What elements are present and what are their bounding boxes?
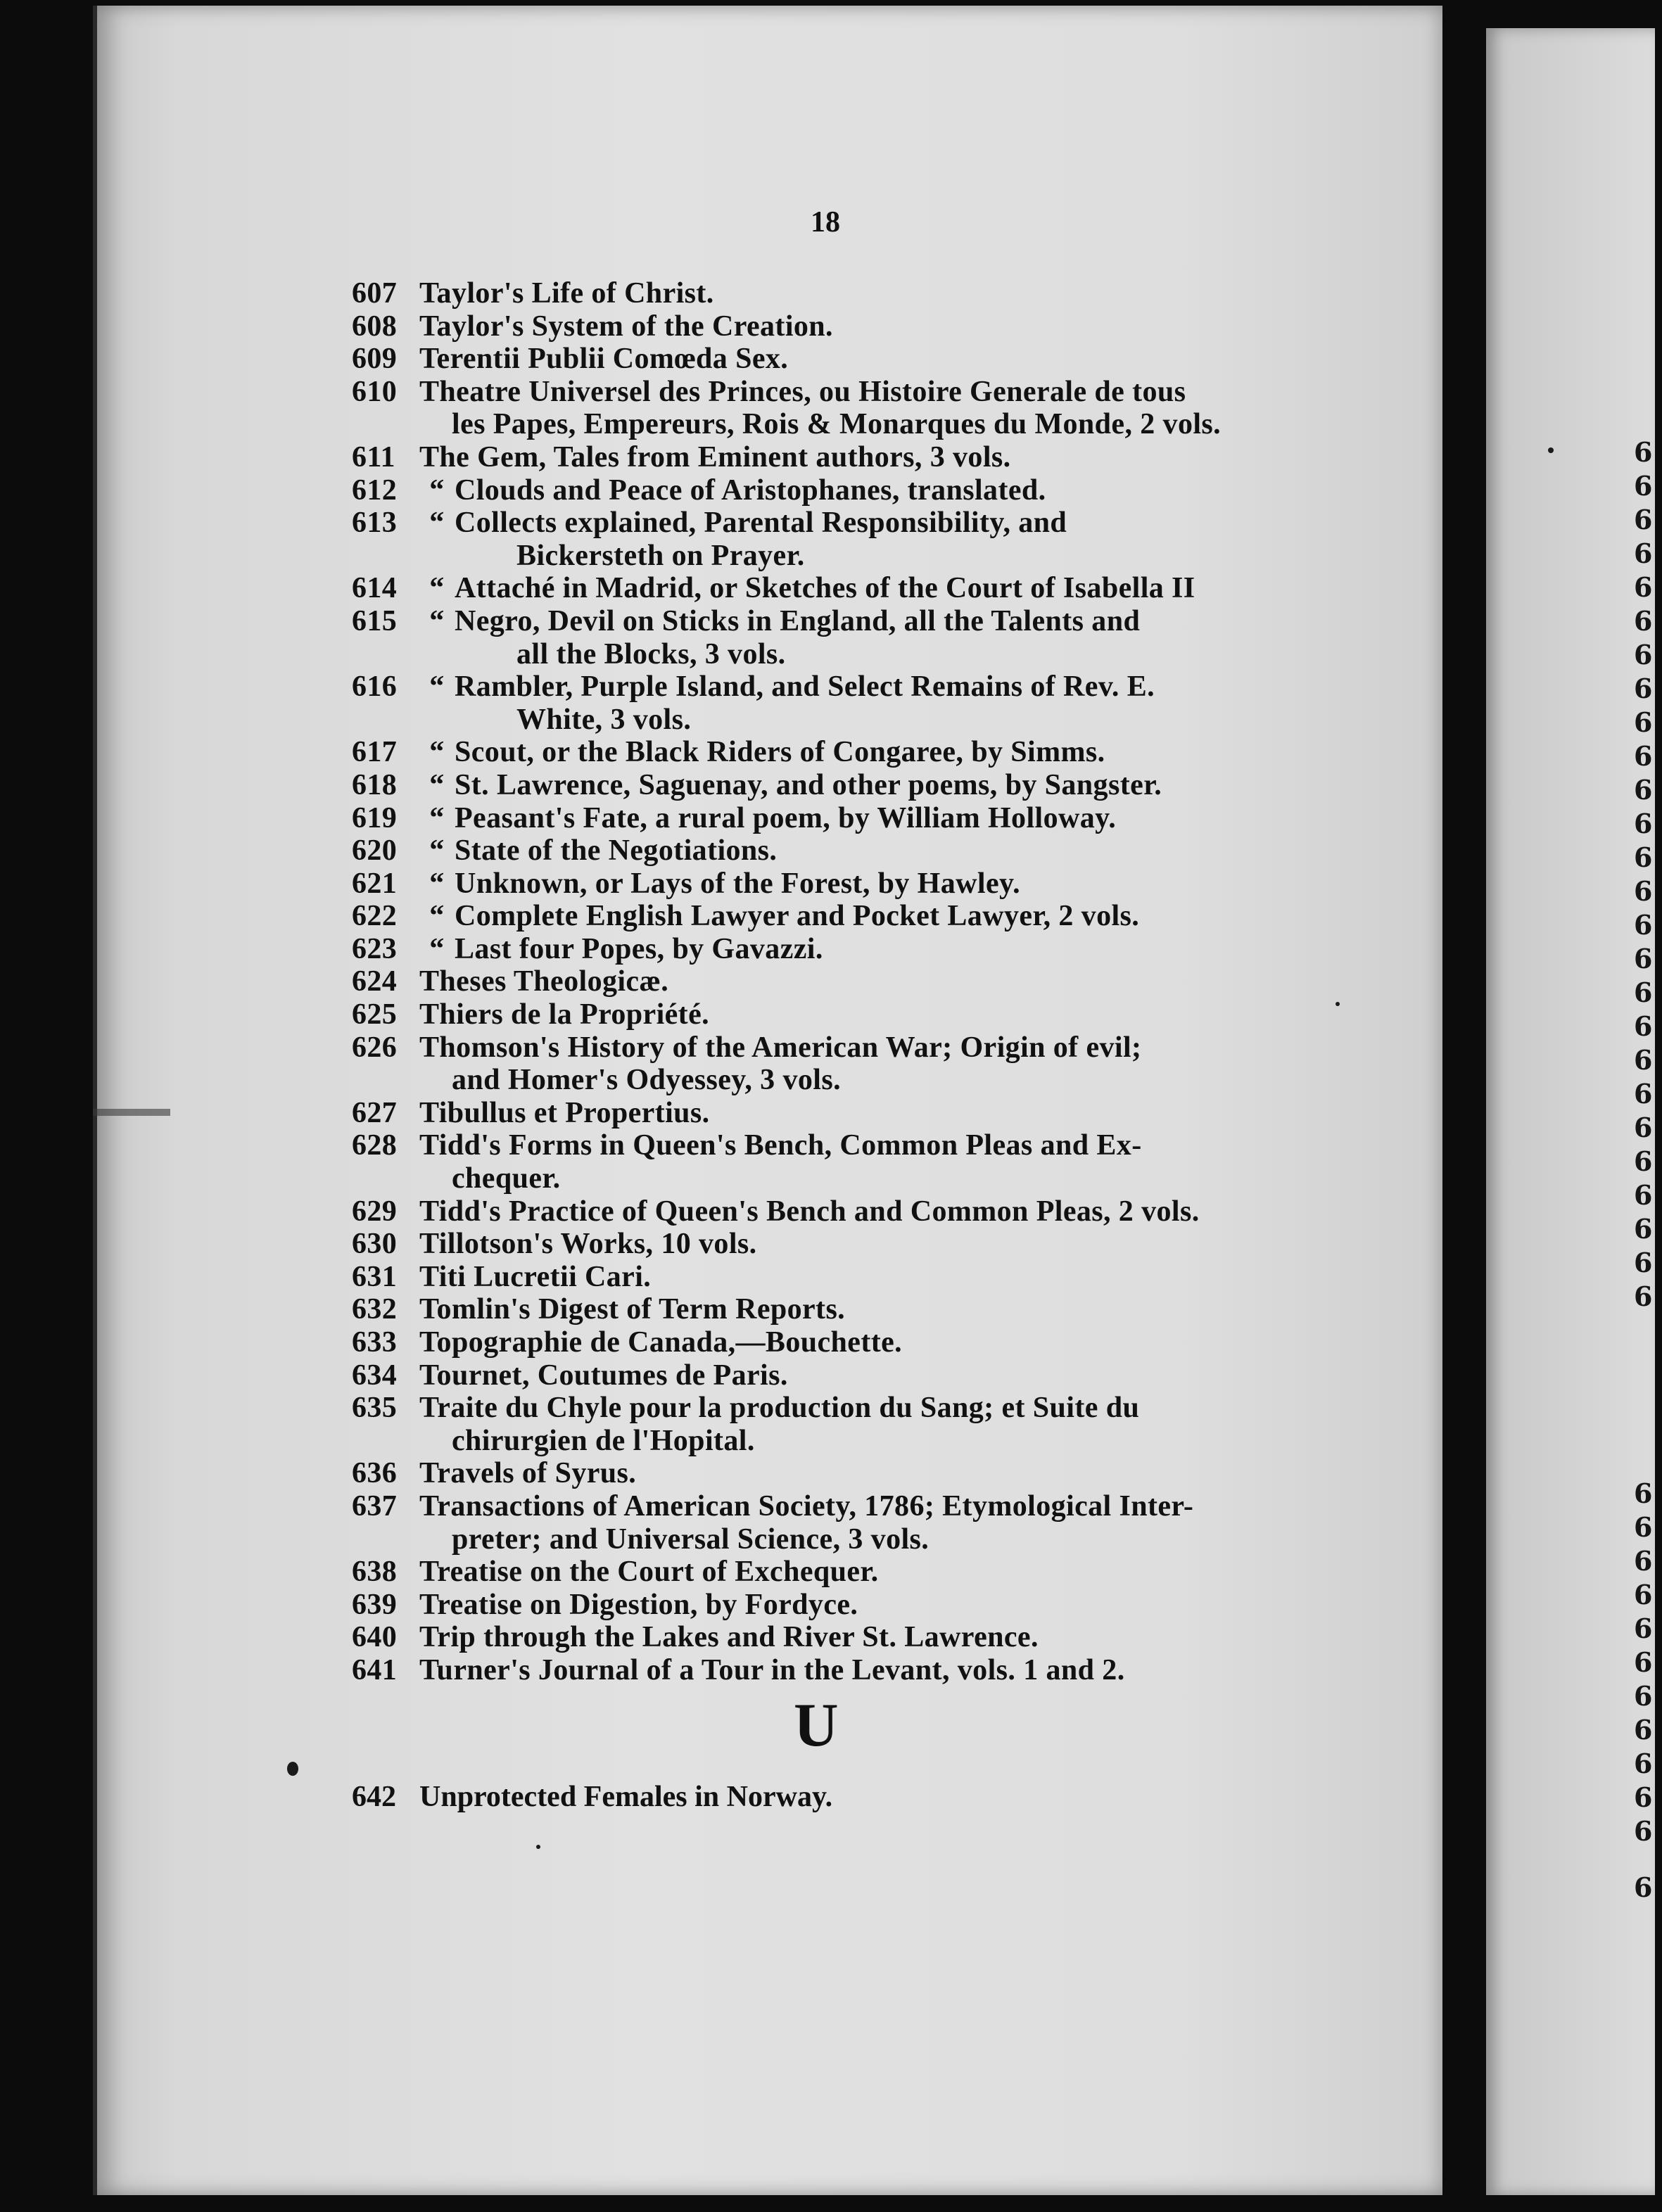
ink-speck	[536, 1845, 540, 1849]
ditto-mark: “	[429, 768, 445, 801]
entry-title	[419, 1031, 1298, 1097]
entry-line: Terentii Publii Comœda Sex.	[419, 343, 789, 376]
catalogue-entry-616	[352, 670, 1298, 736]
adjacent-page-digit: 6	[1634, 1010, 1653, 1042]
entry-line: Treatise on the Court of Exchequer.	[419, 1556, 879, 1589]
entry-title	[455, 769, 1298, 802]
catalogue-entry-611	[352, 441, 1298, 474]
entry-number: 627	[352, 1096, 398, 1129]
entry-continuation-line: chequer.	[452, 1162, 561, 1195]
catalogue-entry-629	[352, 1195, 1298, 1228]
entry-title	[455, 867, 1298, 901]
adjacent-page-digit: 6	[1634, 841, 1653, 873]
catalogue-entry-642	[352, 1780, 1298, 1814]
entry-title: Unprotected Females in Norway.	[419, 1781, 833, 1813]
entry-line: Topographie de Canada,—Bouchette.	[419, 1326, 903, 1359]
adjacent-page-digit: 6	[1634, 639, 1653, 670]
entry-number: 625	[352, 998, 398, 1031]
entry-title	[419, 998, 1298, 1031]
catalogue-entry-608	[352, 310, 1298, 343]
adjacent-page-digit: 6	[1634, 1511, 1653, 1543]
ink-speck	[1336, 1002, 1340, 1006]
adjacent-page-digit: 6	[1634, 808, 1653, 839]
entry-line: Peasant's Fate, a rural poem, by William Holloway.	[455, 801, 1117, 834]
entry-title	[455, 605, 1298, 670]
adjacent-page-digit: 6	[1634, 1213, 1653, 1245]
adjacent-page-digit: 6	[1634, 774, 1653, 806]
entry-title	[455, 736, 1298, 769]
entry-number: 621	[352, 867, 398, 900]
catalogue-entry-617	[352, 736, 1298, 769]
adjacent-page-digit: 6	[1634, 470, 1653, 502]
catalogue-entry-618	[352, 769, 1298, 802]
entry-continuation-line: les Papes, Empereurs, Rois & Monarques du Monde, 2 vols.	[452, 408, 1222, 441]
entry-number: 629	[352, 1195, 398, 1228]
entry-line: State of the Negotiations.	[455, 834, 778, 867]
entry-title	[419, 1293, 1298, 1326]
entry-title	[419, 310, 1298, 343]
adjacent-page-digit: 6	[1634, 1748, 1653, 1779]
catalogue-entry-631	[352, 1261, 1298, 1294]
entry-line: Theatre Universel des Princes, ou Histoire Generale de tous	[419, 375, 1186, 408]
entry-line: Tidd's Practice of Queen's Bench and Common Pleas, 2 vols.	[419, 1195, 1200, 1228]
entry-title	[419, 343, 1298, 376]
ink-speck	[287, 1762, 298, 1776]
entry-title	[419, 1589, 1298, 1622]
adjacent-page-digit: 6	[1634, 1579, 1653, 1610]
entry-continuation-line: preter; and Universal Science, 3 vols.	[452, 1523, 930, 1556]
entry-number: 622	[352, 900, 398, 933]
adjacent-page-digit: 6	[1634, 1078, 1653, 1110]
adjacent-page-digit: 6	[1634, 1815, 1653, 1847]
adjacent-page-digit: 6	[1634, 1112, 1653, 1143]
entry-line: Clouds and Peace of Aristophanes, translated.	[455, 473, 1046, 507]
catalogue-entry-628	[352, 1129, 1298, 1195]
adjacent-page-digit: 6	[1634, 1044, 1653, 1076]
entry-continuation-line: Bickersteth on Prayer.	[516, 539, 805, 572]
catalogue-entry-610	[352, 376, 1298, 441]
entry-number: 634	[352, 1359, 398, 1392]
entry-line: Tillotson's Works, 10 vols.	[419, 1228, 757, 1261]
catalogue-entry-633	[352, 1326, 1298, 1359]
catalogue-entry-625	[352, 998, 1298, 1031]
entry-line: The Gem, Tales from Eminent authors, 3 vols.	[419, 440, 1011, 473]
ditto-mark: “	[429, 932, 445, 965]
ditto-mark: “	[429, 572, 445, 605]
adjacent-page-digit: 6	[1634, 673, 1653, 704]
entry-line: St. Lawrence, Saguenay, and other poems, by Sangster.	[455, 768, 1162, 801]
entry-number: 618	[352, 768, 398, 801]
adjacent-page-digit: 6	[1634, 1646, 1653, 1678]
section-letter: U	[794, 1691, 839, 1760]
catalogue-entry-630	[352, 1228, 1298, 1261]
entry-title	[419, 1556, 1298, 1589]
entry-line: Taylor's Life of Christ.	[419, 277, 714, 310]
entry-title	[419, 1621, 1298, 1654]
entry-title	[419, 1129, 1298, 1195]
catalogue-entry-626	[352, 1031, 1298, 1097]
entry-title	[419, 376, 1298, 441]
entry-continuation-line: chirurgien de l'Hopital.	[452, 1424, 755, 1457]
adjacent-page-digit: 6	[1634, 436, 1653, 468]
ditto-mark: “	[429, 834, 445, 867]
entry-title	[419, 1654, 1298, 1687]
entry-number: 633	[352, 1326, 398, 1359]
ditto-mark: “	[429, 736, 445, 769]
adjacent-page-digit: 6	[1634, 875, 1653, 907]
entry-number: 635	[352, 1392, 398, 1425]
catalogue-entry-640	[352, 1621, 1298, 1654]
adjacent-page-digit: 6	[1634, 504, 1653, 535]
entry-line: Treatise on Digestion, by Fordyce.	[419, 1588, 858, 1621]
entry-number: 631	[352, 1260, 398, 1293]
entry-number: 613	[352, 507, 398, 540]
ditto-mark: “	[429, 670, 445, 704]
catalogue-entry-639	[352, 1589, 1298, 1622]
adjacent-page-digit: 6	[1634, 909, 1653, 941]
entry-title	[455, 933, 1298, 966]
entry-line: Theses Theologicæ.	[419, 965, 669, 998]
adjacent-page-digit: 6	[1634, 977, 1653, 1008]
entry-number: 640	[352, 1621, 398, 1654]
ditto-mark: “	[429, 507, 445, 540]
catalogue-entry-634	[352, 1359, 1298, 1392]
entry-line: Tidd's Forms in Queen's Bench, Common Pleas and Ex-	[419, 1129, 1142, 1162]
entry-continuation-line: White, 3 vols.	[516, 703, 692, 736]
entry-line: Titi Lucretii Cari.	[419, 1260, 652, 1293]
entry-title	[455, 834, 1298, 867]
entry-number: 620	[352, 834, 398, 867]
entry-title	[419, 1359, 1298, 1392]
catalogue-entry-619	[352, 802, 1298, 835]
catalogue-entry-641	[352, 1654, 1298, 1687]
entry-title	[419, 441, 1298, 474]
entry-number: 636	[352, 1457, 398, 1490]
entry-number: 607	[352, 277, 398, 310]
entry-number: 614	[352, 572, 398, 605]
adjacent-page-digit: 6	[1634, 571, 1653, 603]
catalogue-entry-632	[352, 1293, 1298, 1326]
entry-line: Last four Popes, by Gavazzi.	[455, 932, 823, 965]
entry-title	[419, 1392, 1298, 1457]
entry-number: 612	[352, 473, 398, 507]
entry-number: 616	[352, 670, 398, 704]
catalogue-entry-622	[352, 900, 1298, 933]
ditto-mark: “	[429, 801, 445, 834]
entry-title	[455, 900, 1298, 933]
entry-number: 619	[352, 801, 398, 834]
entry-title	[455, 802, 1298, 835]
catalogue-entries	[352, 277, 1298, 1687]
catalogue-entry-607	[352, 277, 1298, 310]
catalogue-entry-624	[352, 965, 1298, 998]
entry-line: Negro, Devil on Sticks in England, all the Talents and	[455, 604, 1141, 637]
entry-title	[419, 1490, 1298, 1556]
entry-title	[455, 474, 1298, 507]
catalogue-entry-621	[352, 867, 1298, 901]
adjacent-page-digit: 6	[1634, 1145, 1653, 1177]
entry-number: 630	[352, 1228, 398, 1261]
entry-continuation-line: all the Blocks, 3 vols.	[516, 637, 786, 670]
ink-speck	[1548, 447, 1554, 453]
entry-line: Traite du Chyle pour la production du Sang; et Suite du	[419, 1392, 1140, 1425]
entry-line: Tibullus et Propertius.	[419, 1096, 710, 1129]
entry-line: Turner's Journal of a Tour in the Levant, vols. 1 and 2.	[419, 1653, 1125, 1686]
entry-number: 610	[352, 375, 398, 408]
entry-number: 617	[352, 736, 398, 769]
entry-title	[419, 1097, 1298, 1130]
adjacent-page-digit: 6	[1634, 1613, 1653, 1644]
entry-line: Tomlin's Digest of Term Reports.	[419, 1293, 846, 1326]
catalogue-entry-615	[352, 605, 1298, 670]
adjacent-page-digit: 6	[1634, 943, 1653, 974]
catalogue-entry-620	[352, 834, 1298, 867]
page-number: 18	[811, 206, 840, 239]
adjacent-page-digit: 6	[1634, 1280, 1653, 1312]
adjacent-page-digit: 6	[1634, 706, 1653, 738]
catalogue-entry-636	[352, 1457, 1298, 1490]
entry-line: Unknown, or Lays of the Forest, by Hawley.	[455, 867, 1020, 900]
entry-number: 623	[352, 932, 398, 965]
entry-number: 642	[352, 1781, 396, 1813]
catalogue-entry-613	[352, 507, 1298, 572]
catalogue-entry-638	[352, 1556, 1298, 1589]
ditto-mark: “	[429, 604, 445, 637]
entry-line: Trip through the Lakes and River St. Lawrence.	[419, 1621, 1039, 1654]
entry-title	[419, 1261, 1298, 1294]
entry-number: 611	[352, 440, 395, 473]
catalogue-entry-637	[352, 1490, 1298, 1556]
entry-line: Scout, or the Black Riders of Congaree, by Simms.	[455, 736, 1105, 769]
adjacent-page-digit: 6	[1634, 538, 1653, 569]
catalogue-entry-609	[352, 343, 1298, 376]
adjacent-page-digit: 6	[1634, 1714, 1653, 1746]
entry-title	[419, 1326, 1298, 1359]
entry-line: Travels of Syrus.	[419, 1457, 637, 1490]
entry-number: 626	[352, 1031, 398, 1064]
entry-line: Tournet, Coutumes de Paris.	[419, 1359, 788, 1392]
entry-number: 639	[352, 1588, 398, 1621]
adjacent-page-digit: 6	[1634, 1247, 1653, 1278]
catalogue-entry-614	[352, 572, 1298, 605]
entry-title	[455, 670, 1298, 736]
entry-line: Attaché in Madrid, or Sketches of the Court of Isabella II	[455, 572, 1195, 605]
adjacent-page-digit: 6	[1634, 605, 1653, 637]
entry-line: Thomson's History of the American War; Origin of evil;	[419, 1031, 1142, 1064]
entry-title	[419, 965, 1298, 998]
adjacent-page-digit: 6	[1634, 1871, 1653, 1903]
entry-number: 641	[352, 1653, 398, 1686]
entry-number: 608	[352, 310, 398, 343]
catalogue-entry-635	[352, 1392, 1298, 1457]
entry-title	[419, 277, 1298, 310]
entry-title	[455, 507, 1298, 572]
entry-number: 615	[352, 604, 398, 637]
entry-line: Transactions of American Society, 1786; Etymological Inter-	[419, 1489, 1194, 1523]
ditto-mark: “	[429, 867, 445, 900]
entry-number: 632	[352, 1293, 398, 1326]
entry-continuation-line: and Homer's Odyessey, 3 vols.	[452, 1064, 841, 1097]
entry-number: 637	[352, 1489, 398, 1523]
adjacent-page-digit: 6	[1634, 740, 1653, 772]
entry-title	[419, 1457, 1298, 1490]
entry-title	[419, 1228, 1298, 1261]
ditto-mark: “	[429, 473, 445, 507]
adjacent-page-digit: 6	[1634, 1781, 1653, 1813]
adjacent-page-digit: 6	[1634, 1680, 1653, 1712]
entry-line: Rambler, Purple Island, and Select Remains of Rev. E.	[455, 670, 1155, 704]
entry-line: Thiers de la Propriété.	[419, 998, 710, 1031]
entry-number: 624	[352, 965, 398, 998]
entry-line: Collects explained, Parental Responsibility, and	[455, 507, 1067, 540]
catalogue-entry-627	[352, 1097, 1298, 1130]
catalogue-entry-623	[352, 933, 1298, 966]
entry-number: 609	[352, 343, 398, 376]
entry-number: 638	[352, 1556, 398, 1589]
adjacent-page-digit: 6	[1634, 1545, 1653, 1577]
entry-title	[455, 572, 1298, 605]
ditto-mark: “	[429, 900, 445, 933]
entry-line: Taylor's System of the Creation.	[419, 310, 833, 343]
adjacent-page-digit: 6	[1634, 1477, 1653, 1509]
entry-line: Complete English Lawyer and Pocket Lawyer, 2 vols.	[455, 900, 1140, 933]
adjacent-page-digit: 6	[1634, 1179, 1653, 1211]
entry-number: 628	[352, 1129, 398, 1162]
entry-title	[419, 1195, 1298, 1228]
catalogue-entry-612	[352, 474, 1298, 507]
